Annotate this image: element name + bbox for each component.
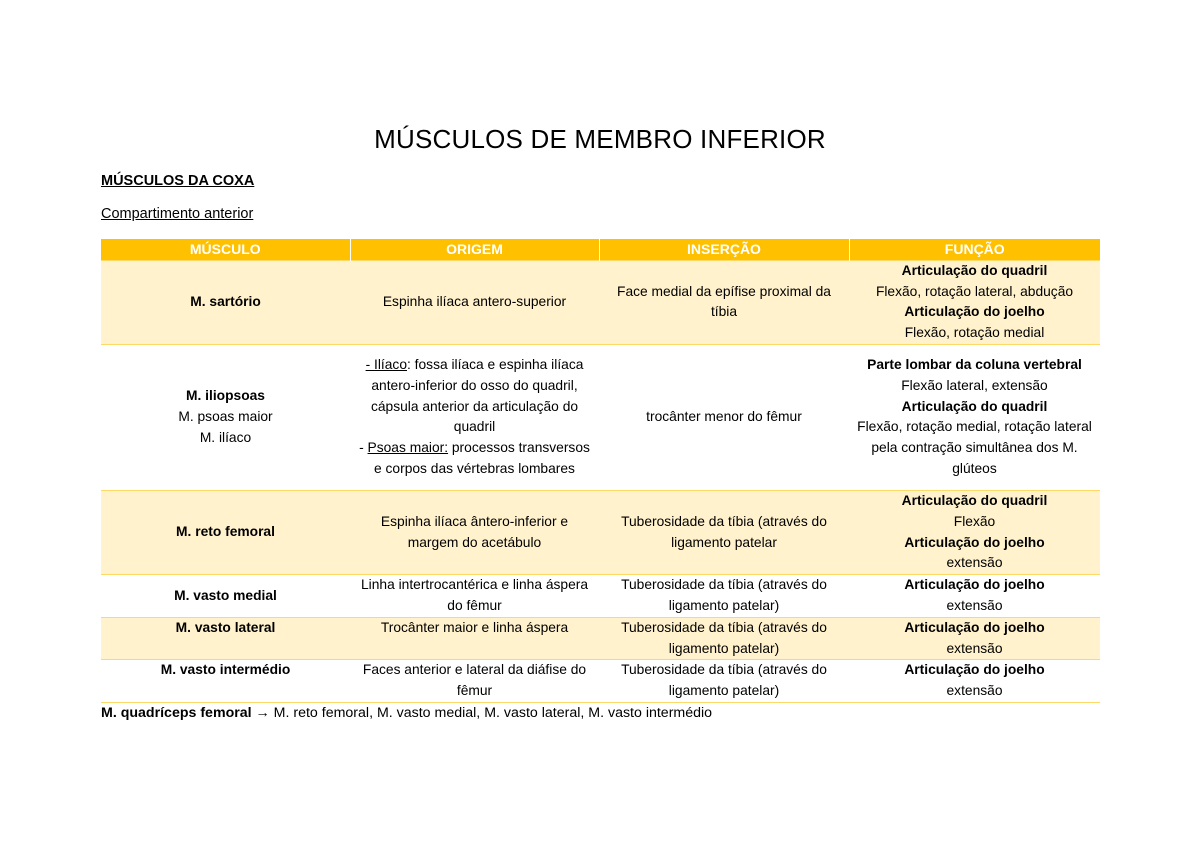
origin-dash: - xyxy=(359,440,368,456)
function-cell xyxy=(849,617,1100,660)
muscle-name: M. vasto intermédio xyxy=(160,662,291,678)
muscle-cell: M. reto femoral xyxy=(101,490,350,574)
table-row xyxy=(101,490,1100,574)
function-joint: Articulação do quadril xyxy=(901,492,1048,508)
arrow-right-icon: → xyxy=(255,705,270,721)
function-cell xyxy=(849,575,1100,618)
header-muscle: MÚSCULO xyxy=(101,239,350,260)
muscle-cell xyxy=(101,660,350,703)
insertion-cell: Face medial da epífise proximal da tíbia xyxy=(599,260,849,344)
muscle-cell xyxy=(101,344,350,490)
origin-part-name: Psoas maior: xyxy=(367,440,449,456)
origin-part-text: processos transversos e corpos das vértebras lombares xyxy=(374,440,590,477)
origin-part-name: Ilíaco xyxy=(374,357,407,373)
header-function: FUNÇÃO xyxy=(849,239,1100,260)
origin-cell xyxy=(350,617,599,660)
muscle-subpart: M. psoas maior xyxy=(178,409,273,425)
insertion-cell: Tuberosidade da tíbia (através do ligamento patelar) xyxy=(599,617,849,660)
function-action: Flexão, rotação medial, rotação lateral pela contração simultânea dos M. glúteos xyxy=(857,419,1092,477)
origin-cell: Faces anterior e lateral da diáfise do fêmur xyxy=(350,660,599,703)
function-action: Flexão, rotação medial xyxy=(904,325,1045,341)
insertion-cell: Tuberosidade da tíbia (através do ligamento patelar) xyxy=(599,575,849,618)
page-title: MÚSCULOS DE MEMBRO INFERIOR xyxy=(374,124,826,154)
origin-cell: Espinha ilíaca antero-superior xyxy=(350,260,599,344)
function-cell xyxy=(849,490,1100,574)
origin-part-text: : fossa ilíaca e espinha ilíaca antero-inferior do osso do quadril, cápsula anterior da articulação do quadril xyxy=(370,357,584,435)
section-heading: MÚSCULOS DA COXA xyxy=(101,173,255,189)
function-joint: Articulação do joelho xyxy=(904,619,1045,635)
table-row xyxy=(101,344,1100,490)
function-action: Flexão, rotação lateral, abdução xyxy=(875,283,1074,299)
origin-cell xyxy=(350,344,599,490)
table-row xyxy=(101,260,1100,344)
function-joint: Articulação do joelho xyxy=(904,662,1045,678)
origin-dash: - xyxy=(365,357,375,373)
table-header-row xyxy=(101,239,1100,260)
function-joint: Articulação do quadril xyxy=(901,398,1048,414)
function-action: extensão xyxy=(946,683,1003,699)
insertion-cell: Tuberosidade da tíbia (através do ligamento patelar) xyxy=(599,660,849,703)
function-action: Flexão xyxy=(953,513,996,529)
footer-label: M. quadríceps femoral xyxy=(101,705,252,721)
subsection-heading: Compartimento anterior xyxy=(101,206,254,222)
muscle-name: M. iliopsoas xyxy=(186,388,265,404)
table-row xyxy=(101,660,1100,703)
muscle-subpart: M. ilíaco xyxy=(199,429,252,445)
header-insertion: INSERÇÃO xyxy=(599,239,849,260)
origin-cell: Espinha ilíaca ântero-inferior e margem do acetábulo xyxy=(350,490,599,574)
origin-text: Trocânter maior e linha áspera xyxy=(380,619,569,635)
muscle-cell: M. vasto medial xyxy=(101,575,350,618)
insertion-cell: trocânter menor do fêmur xyxy=(599,344,849,490)
origin-cell: Linha intertrocantérica e linha áspera do fêmur xyxy=(350,575,599,618)
function-cell xyxy=(849,344,1100,490)
insertion-cell: Tuberosidade da tíbia (através do ligamento patelar xyxy=(599,490,849,574)
function-action: extensão xyxy=(946,597,1003,613)
muscle-cell: M. sartório xyxy=(101,260,350,344)
footer-text: M. reto femoral, M. vasto medial, M. vasto lateral, M. vasto intermédio xyxy=(269,705,713,721)
muscles-table xyxy=(101,239,1100,703)
muscle-name: M. vasto lateral xyxy=(175,619,276,635)
function-joint: Articulação do joelho xyxy=(904,534,1045,550)
function-joint: Articulação do quadril xyxy=(901,262,1048,278)
function-joint: Parte lombar da coluna vertebral xyxy=(867,357,1082,373)
function-action: extensão xyxy=(946,640,1003,656)
function-cell xyxy=(849,260,1100,344)
function-joint: Articulação do joelho xyxy=(904,304,1045,320)
function-action: extensão xyxy=(946,555,1003,571)
table-row xyxy=(101,575,1100,618)
function-action: Flexão lateral, extensão xyxy=(901,377,1048,393)
header-origin: ORIGEM xyxy=(350,239,599,260)
function-cell xyxy=(849,660,1100,703)
table-row xyxy=(101,617,1100,660)
muscle-cell xyxy=(101,617,350,660)
function-joint: Articulação do joelho xyxy=(904,577,1045,593)
footer-note xyxy=(101,705,712,721)
